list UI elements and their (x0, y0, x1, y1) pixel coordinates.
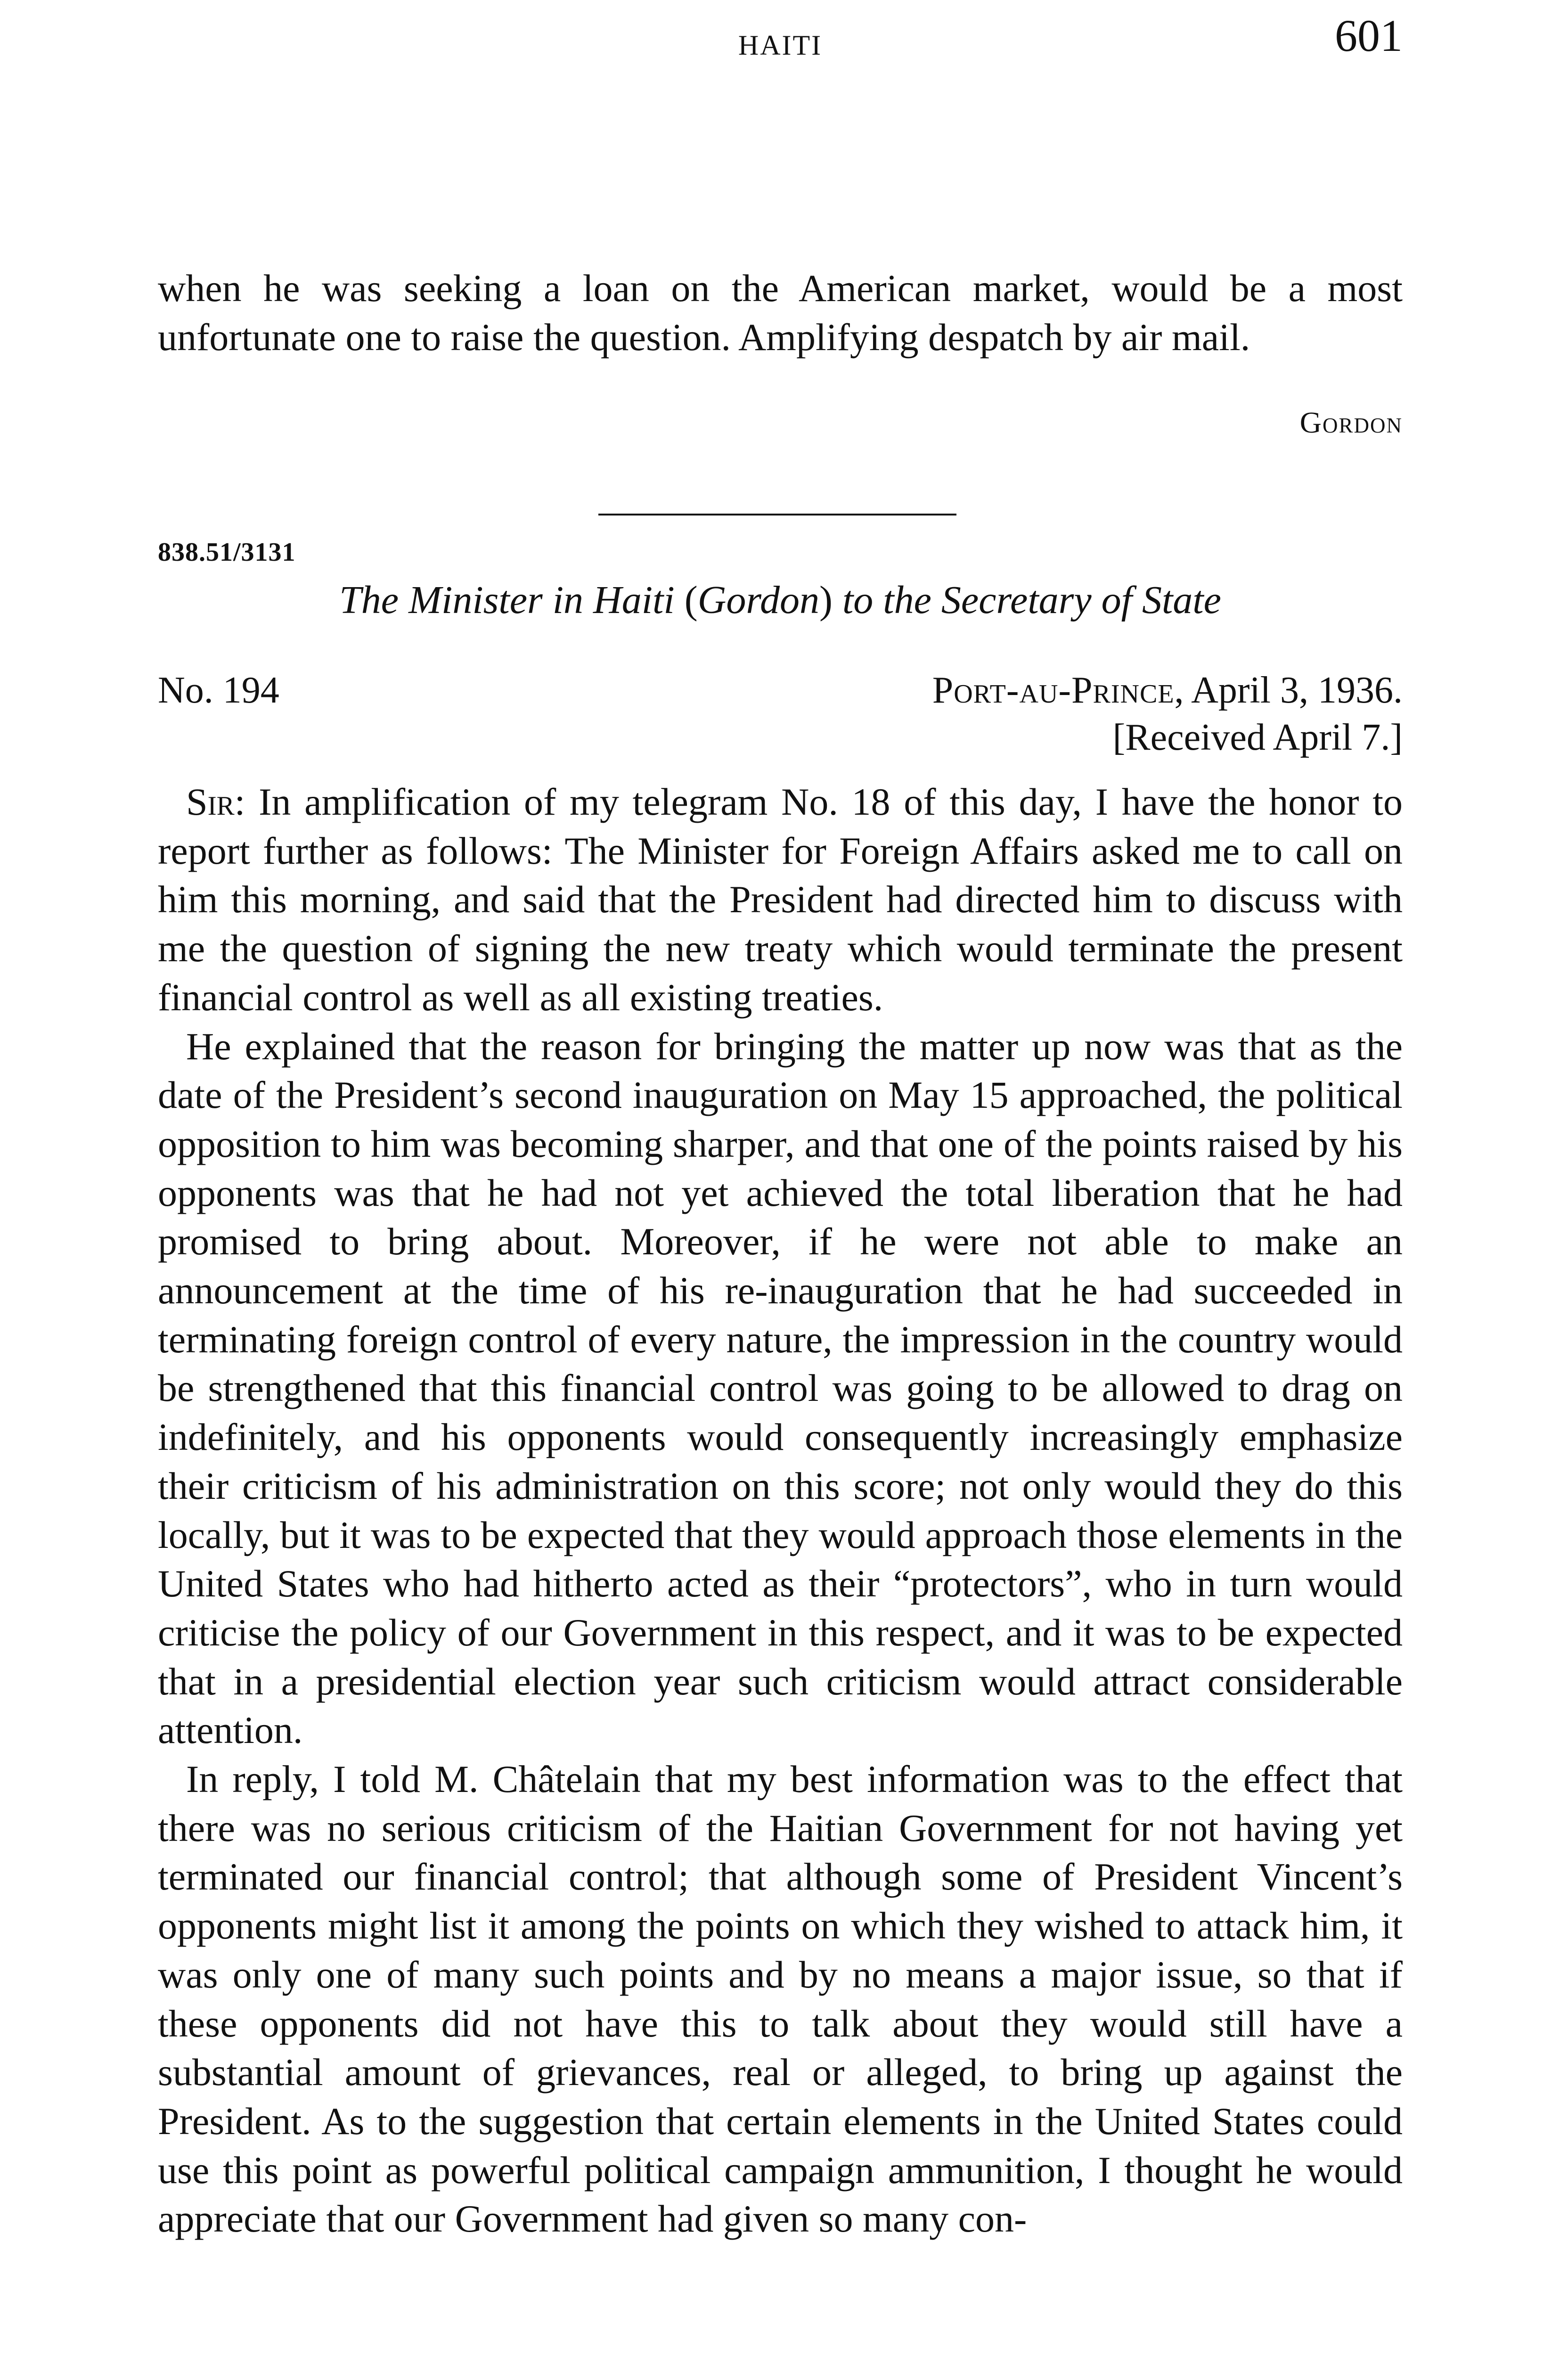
document-title-block (158, 577, 1403, 638)
running-head: HAITI (738, 30, 823, 61)
received-date: [Received April 7.] (1112, 717, 1403, 758)
salutation: Sir (186, 780, 235, 823)
place-and-date (932, 669, 1403, 712)
first-signature-block (158, 405, 1403, 452)
despatch-heading (158, 669, 1403, 773)
title-name: Gordon (697, 578, 819, 622)
paragraph-3: In reply, I told M. Châtelain that my best information was to the effect that there was no serious criticism of the Haitian Government for not having yet terminated our financial control; that although some of President Vincent’s opponents might list it among the points on which they wished to attack him, it was only one of many such points and by no means a major issue, so that if these opponents did not have this to talk about they would still have a substantial amount of grievances, real or alleged, to bring up against the President. As to the suggestion that certain elements in the United States could use this point as powerful political campaign ammunition, I thought he would appreciate that our Government had given so many con- (158, 1758, 1403, 2241)
file-number: 838.51/3131 (158, 538, 296, 567)
paragraph-1-text: : In amplification of my telegram No. 18 of this day, I have the honor to report further as follows: The Minister for Foreign Affairs asked me to call on him this morning, and said that the President had directed him to discuss with me the question of signing the new treaty which would terminate the present financial control as well as all existing treaties. (158, 780, 1403, 1019)
continuation-text (158, 264, 1403, 361)
letter-body (158, 777, 1403, 2243)
despatch-number: No. 194 (158, 670, 279, 711)
date: , April 3, 1936. (1174, 670, 1403, 711)
title-recipient: to the Secretary of State (842, 578, 1221, 622)
document-title: The Minister in Haiti (Gordon) to the Secretary of State (339, 578, 1221, 622)
signature-gordon: Gordon (1299, 406, 1403, 439)
paragraph-2: He explained that the reason for bringing the matter up now was that as the date of the President’s second inauguration on May 15 approached, the political opposition to him was becoming sharper, and that one of the points raised by his opponents was that he had not yet achieved the total liberation that he had promised to bring about. Moreover, if he were not able to make an announcement at the time of his re-inauguration that he had succeeded in terminating foreign control of every nature, the impression in the country would be strengthened that this financial control was going to be allowed to drag on indefinitely, and his opponents would consequently increasingly emphasize their criticism of his administration on this score; not only would they do this locally, but it was to be expected that they would approach those elements in the United States who had hitherto acted as their “protectors”, who in turn would criticise the policy of our Government in this respect, and it was to be expected that in a presidential election year such criticism would attract considerable attention. (158, 1024, 1403, 1752)
paragraph-1 (158, 777, 1403, 1022)
page-header (158, 0, 1403, 94)
title-minister: The Minister in Haiti (339, 578, 675, 622)
section-divider (598, 514, 956, 515)
place: Port-au-Prince (932, 670, 1175, 711)
continuation-paragraph: when he was seeking a loan on the American market, would be a most unfortunate one to raise the question. Amplifying despatch by air mail. (158, 267, 1403, 359)
page-number: 601 (1335, 10, 1403, 61)
